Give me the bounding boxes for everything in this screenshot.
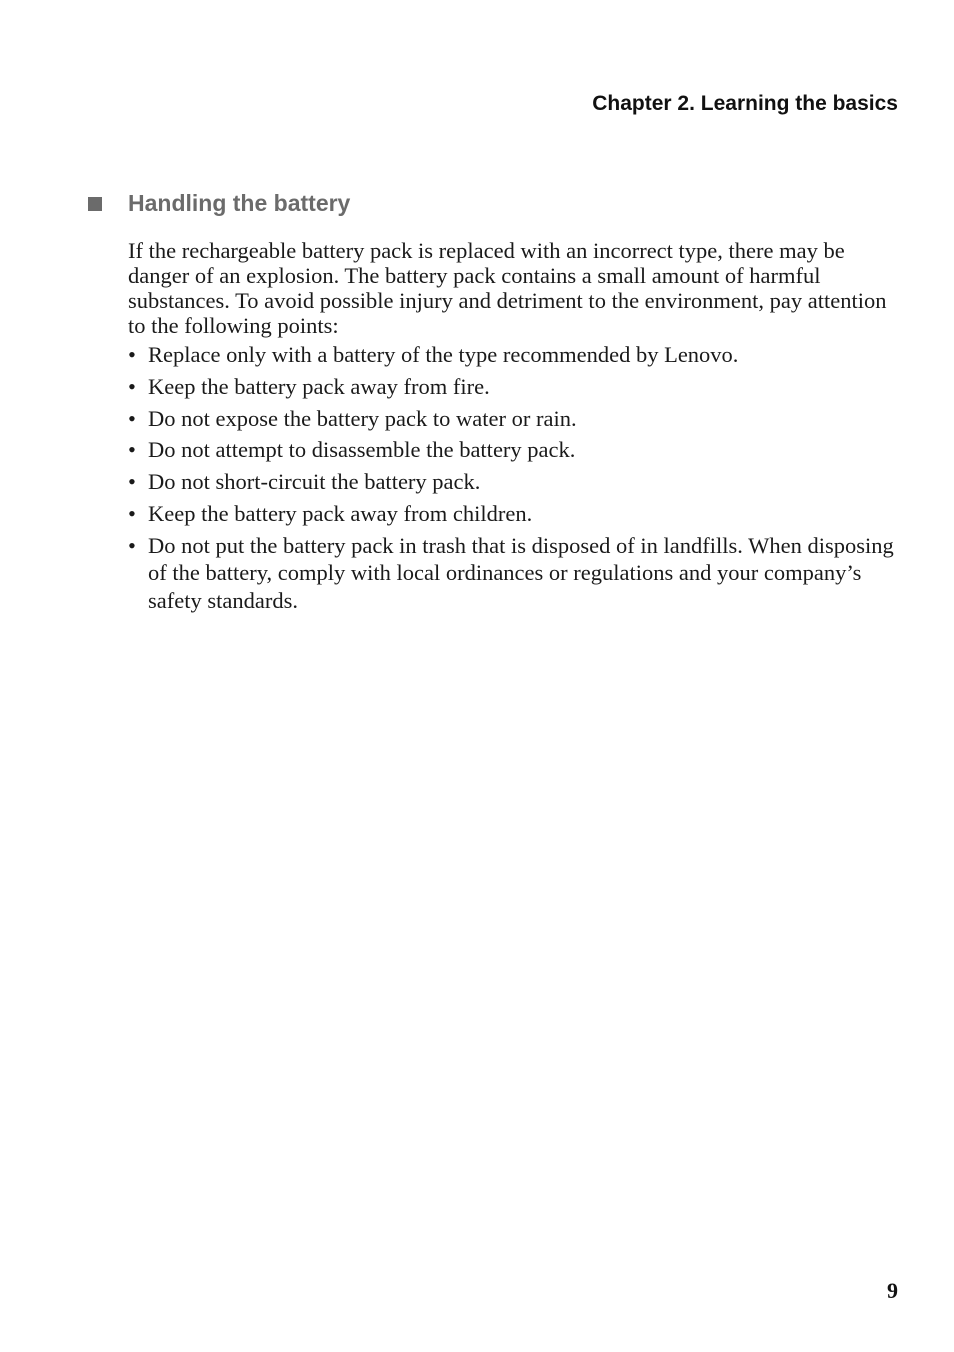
list-item (128, 468, 898, 496)
bullet-dot-icon: • (128, 437, 136, 463)
list-item (128, 436, 898, 464)
list-item (128, 532, 898, 615)
list-item (128, 341, 898, 369)
bullet-dot-icon: • (128, 469, 136, 495)
bullet-dot-icon: • (128, 342, 136, 367)
list-item (128, 500, 898, 528)
list-item (128, 373, 898, 401)
bullet-dot-icon: • (128, 532, 136, 558)
section-heading (88, 190, 350, 217)
section-title: Handling the battery (128, 190, 351, 216)
page-number: 9 (887, 1278, 898, 1303)
square-bullet-icon (88, 197, 102, 211)
list-item-text: Do not put the battery pack in trash that is disposed of in landfills. When disposing of the battery, comply with local ordinances or regulations and your company’s safety standards. (148, 532, 894, 613)
chapter-header: Chapter 2. Learning the basics (592, 92, 898, 115)
list-item-text: Do not attempt to disassemble the battery pack. (148, 437, 576, 463)
intro-paragraph: If the rechargeable battery pack is replaced with an incorrect type, there may be danger of an explosion. The battery pack contains a small amount of harmful substances. To avoid possible injury and detriment to the environment, pay attention to the following points: (128, 238, 887, 338)
bullet-list (128, 341, 898, 619)
list-item-text: Replace only with a battery of the type recommended by Lenovo. (148, 342, 739, 367)
bullet-dot-icon: • (128, 500, 136, 526)
list-item-text: Keep the battery pack away from fire. (148, 373, 490, 399)
list-item-text: Do not short-circuit the battery pack. (148, 469, 481, 495)
list-item (128, 405, 898, 433)
bullet-dot-icon: • (128, 373, 136, 399)
list-item-text: Do not expose the battery pack to water or rain. (148, 405, 577, 431)
bullet-dot-icon: • (128, 405, 136, 431)
list-item-text: Keep the battery pack away from children. (148, 500, 533, 526)
